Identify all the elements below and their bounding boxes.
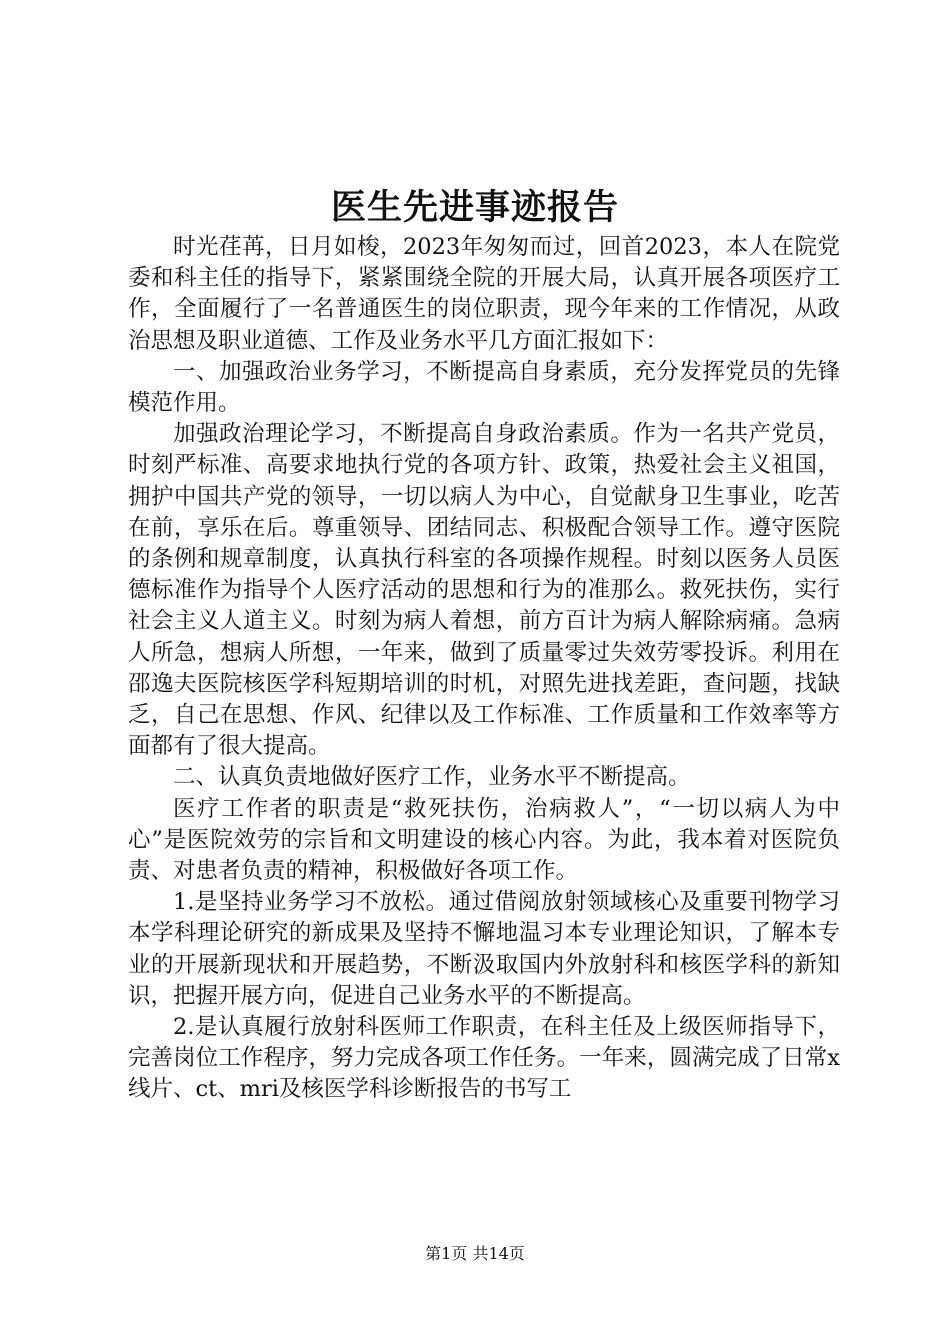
document-title: 医生先进事迹报告	[330, 187, 619, 228]
page-number: 第1页 共14页	[425, 1244, 525, 1263]
paragraph: 二、认真负责地做好医疗工作，业务水平不断提高。	[173, 764, 691, 791]
paragraph: 时光荏苒，日月如梭，2023年匆匆而过，回首2023，本人在院党委和科主任的指导下，紧紧围绕全院的开展大局，认真开展各项医疗工作，全面履行了一名普通医生的岗位职责，现今年来的工作情况，从政治思想及职业道德、工作及业务水平几方面汇报如下：	[128, 234, 840, 354]
paragraph: 2.是认真履行放射科医师工作职责，在科主任及上级医师指导下，完善岗位工作程序，努力完成各项工作任务。一年来，圆满完成了日常x线片、ct、mri及核医学科诊断报告的书写工	[128, 1014, 840, 1103]
paragraph: 一、加强政治业务学习，不断提高自身素质，充分发挥党员的先锋模范作用。	[128, 358, 840, 417]
paragraph: 1.是坚持业务学习不放松。通过借阅放射领域核心及重要刊物学习本学科理论研究的新成果及坚持不懈地温习本专业理论知识，了解本专业的开展新现状和开展趋势，不断汲取国内外放射科和核医学科的新知识，把握开展方向，促进自己业务水平的不断提高。	[128, 889, 840, 1009]
page-footer	[0, 1243, 950, 1265]
paragraph: 加强政治理论学习，不断提高自身政治素质。作为一名共产党员，时刻严标准、高要求地执行党的各项方针、政策，热爱社会主义祖国，拥护中国共产党的领导，一切以病人为中心，自觉献身卫生事业，吃苦在前，享乐在后。尊重领导、团结同志、积极配合领导工作。遵守医院的条例和规章制度，认真执行科室的各项操作规程。时刻以医务人员医德标准作为指导个人医疗活动的思想和行为的准那么。救死扶伤，实行社会主义人道主义。时刻为病人着想，前方百计为病人解除病痛。急病人所急，想病人所想，一年来，做到了质量零过失效劳零投诉。利用在邵逸夫医院核医学科短期培训的时机，对照先进找差距，查问题，找缺乏，自己在思想、作风、纪律以及工作标准、工作质量和工作效率等方面都有了很大提高。	[128, 421, 840, 760]
paragraph: 医疗工作者的职责是“救死扶伤，治病救人”，“一切以病人为中心”是医院效劳的宗旨和文明建设的核心内容。为此，我本着对医院负责、对患者负责的精神，积极做好各项工作。	[128, 795, 840, 885]
document-body	[128, 232, 840, 1106]
